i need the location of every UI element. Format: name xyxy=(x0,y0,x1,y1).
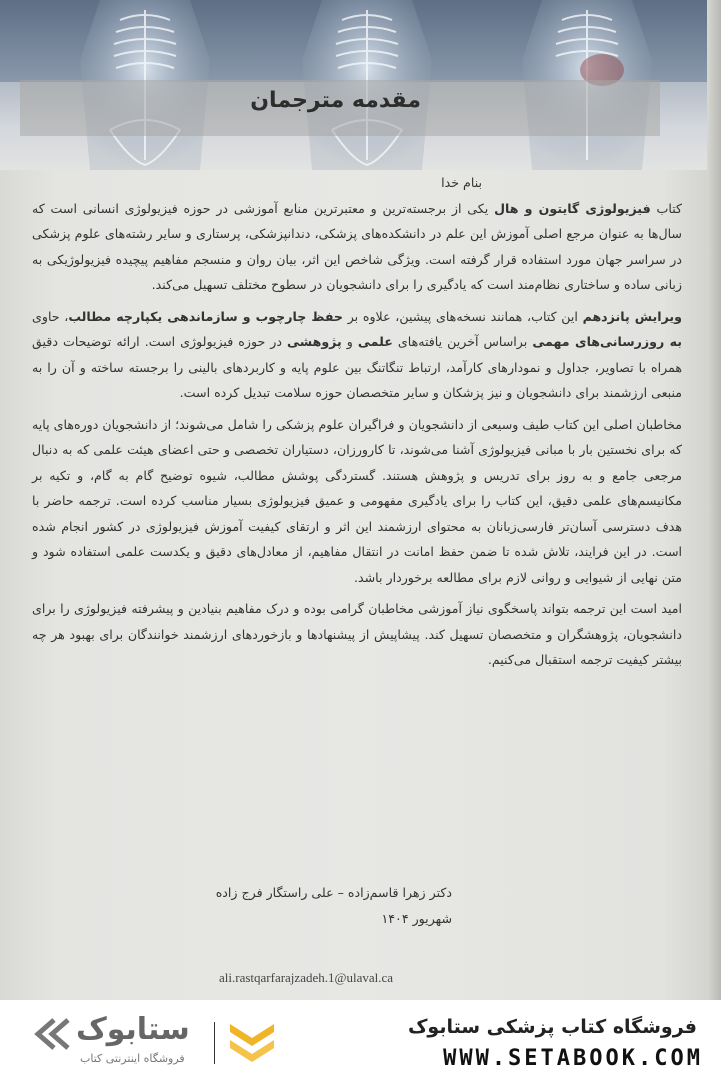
text-run: براساس آخرین یافته‌های xyxy=(392,334,533,349)
emphasis-bold: به روزرسانی‌های مهمی xyxy=(532,334,682,349)
text-run: این کتاب، همانند نسخه‌های پیشین، علاوه بر xyxy=(343,308,583,324)
page-title: مقدمه مترجمان xyxy=(250,88,421,113)
page-edge xyxy=(707,0,721,1000)
signature-block xyxy=(32,880,452,932)
store-logo xyxy=(32,1010,192,1072)
emphasis-bold: حفظ چارچوب و سازماندهی یکپارچه مطالب xyxy=(68,308,344,324)
paragraph-4: امید است این ترجمه بتواند پاسخگوی نیاز آموزشی مخاطبان گرامی بوده و درک مفاهیم بنیادین و پیشرفته فیزیولوژی را برای دانشجویان، پژوهشگران و متخصصان تسهیل کند. پیشاپیش از پیشنهادها و بازخوردهای ارزشمند خوانندگان برای بهبود هر چه بیشتر کیفیت ترجمه استقبال می‌کنیم. xyxy=(32,601,682,667)
logo-wordmark: ستابوک xyxy=(76,1012,190,1047)
translators-names: دکتر زهرا قاسم‌زاده – علی راستگار فرج زاده xyxy=(215,885,452,900)
emphasis-bold: پژوهشی xyxy=(287,334,342,349)
paragraph-1 xyxy=(32,196,682,298)
text-run: ، حاوی xyxy=(32,308,69,324)
book-title-bold: فیزیولوژی گایتون و هال xyxy=(494,200,651,216)
store-url[interactable]: WWW.SETABOOK.COM xyxy=(443,1046,703,1071)
store-name: فروشگاه کتاب پزشکی ستابوک xyxy=(407,1016,697,1038)
emphasis-bold: علمی xyxy=(357,334,393,349)
text-run: و xyxy=(341,334,358,349)
basmala: بنام خدا xyxy=(441,175,482,190)
text-run: کتاب xyxy=(650,200,683,216)
paragraph-2 xyxy=(32,304,682,406)
text-run: در حوزه فیزیولوژی است. ارائه توضیحات دقیق همراه با تصاویر، جداول و نمودارهای کارآمد، ارتباط تنگاتنگ بین علوم پایه و کاربردهای بالینی را برجسته ساخته و آن را به منبعی ارزشمند برای دانشجویان و نیز پزشکان و سایر متخصصان حوزه سلامت تبدیل کرده است. xyxy=(32,334,682,400)
paragraph-3: مخاطبان اصلی این کتاب طیف وسیعی از دانشجویان و فراگیران علوم پزشکی را شامل می‌شوند؛ از دانشجویان دوره‌های پایه که برای نخستین بار با مبانی فیزیولوژی آشنا می‌شوند، تا کارورزان، دستیاران تخصصی و حتی اعضای هیئت علمی که به دنبال مرجعی جامع و به روز برای تدریس و پژوهش هستند. گستردگی پوشش مطالب، شیوه توضیح گام به گام، و تکیه بر مکانیسم‌های علمی دقیق، این کتاب را برای یادگیری مفهومی و عمیق فیزیولوژی بسیار مناسب کرده است. ترجمه حاضر با هدف دسترسی آسان‌تر فارسی‌زبانان به محتوای ارزشمند این اثر و ارتقای کیفیت آموزش فیزیولوژی در کشور انجام شده است. در این فرایند، تلاش شده تا ضمن حفظ امانت در انتقال مفاهیم، از معادل‌های دقیق و یکدست علمی استفاده شود و متن نهایی از شیوایی و روانی لازم برای مطالعه برخوردار باشد. xyxy=(32,416,682,585)
logo-tagline: فروشگاه اینترنتی کتاب xyxy=(80,1052,185,1065)
main-text xyxy=(32,170,682,679)
header-banner xyxy=(0,0,721,170)
signature-date: شهریور ۱۴۰۴ xyxy=(381,911,452,926)
text-run: یکی از برجسته‌ترین و معتبرترین منابع آموزشی در حوزه فیزیولوژی انسانی است که سال‌ها به عنوان مرجع اصلی آموزش این علم در دانشکده‌های پزشکی، دندانپزشکی، پرستاری و سایر رشته‌های علوم پزشکی در سراسر جهان مورد استفاده قرار گرفته است. ویژگی شاخص این اثر، بیان روان و منسجم مفاهیم پیچیده فیزیولوژیکی به زبانی ساده و ساختاری نظام‌مند است که یادگیری را برای دانشجویان در سطوح مختلف تسهیل می‌کند. xyxy=(32,200,682,292)
layered-chevron-icon xyxy=(226,1016,278,1068)
contact-email: ali.rastqarfarajzadeh.1@ulaval.ca xyxy=(219,970,394,985)
edition-bold: ویرایش پانزدهم xyxy=(582,308,682,324)
footer-divider xyxy=(214,1022,215,1064)
